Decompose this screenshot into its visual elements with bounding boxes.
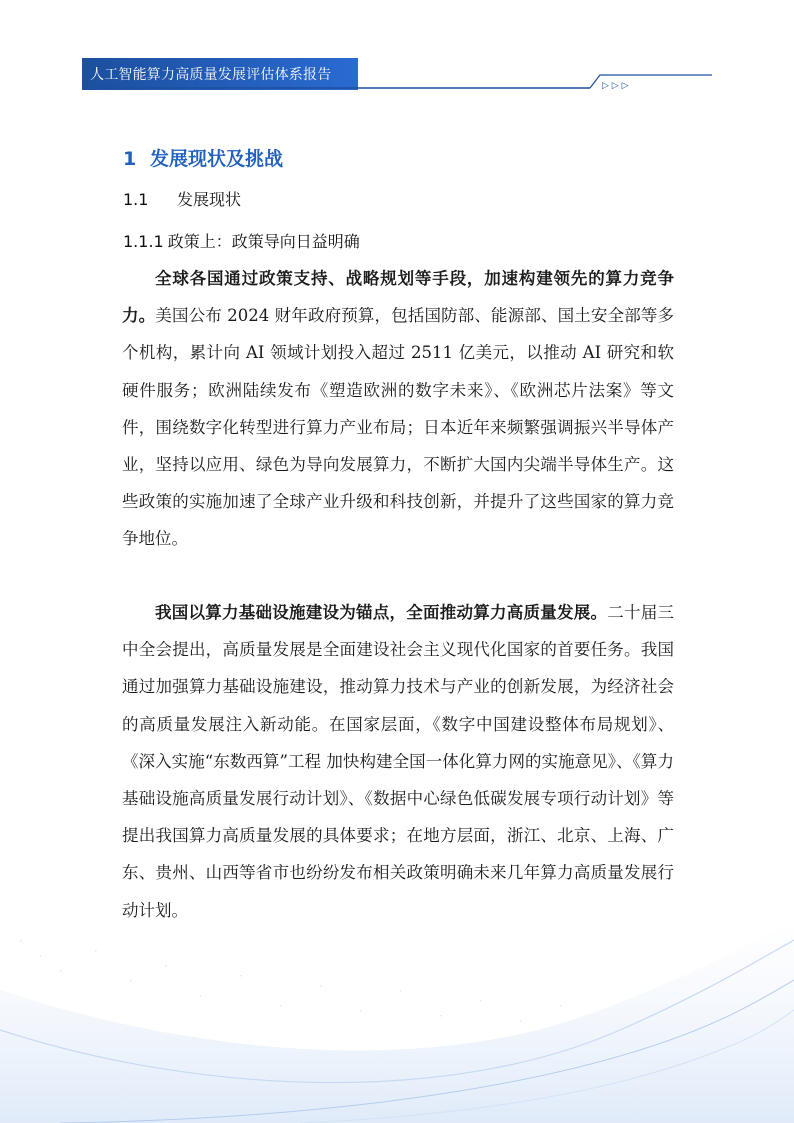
header-title: 人工智能算力高质量发展评估体系报告 bbox=[90, 67, 332, 83]
section-heading bbox=[123, 187, 241, 210]
section-number: 1.1 bbox=[123, 190, 149, 209]
paragraph-lead: 我国以算力基础设施建设为锚点，全面推动算力高质量发展。 bbox=[155, 603, 608, 622]
section-title: 发展现状 bbox=[177, 190, 242, 209]
chapter-heading bbox=[123, 144, 283, 171]
subsection-heading bbox=[123, 229, 360, 252]
background-wave-decoration bbox=[0, 880, 794, 1123]
wave-dot-pattern bbox=[20, 940, 562, 1022]
paragraph-lead: 全球各国通过政策支持、战略规划等手段，加速构建领先的算力竞争力。 bbox=[122, 269, 674, 326]
chapter-title: 发展现状及挑战 bbox=[150, 148, 284, 170]
chapter-number: 1 bbox=[123, 148, 137, 170]
paragraph-body: 美国公布 2024 财年政府预算，包括国防部、能源部、国土安全部等多个机构，累计向 AI 领域计划投入超过 2511 亿美元，以推动 AI 研究和软硬件服务；欧洲陆续发布《塑造欧洲的数字未来》、《欧洲芯片法案》等文件，围绕数字化转型进行算力产业布局；日本近年来频繁强调振兴半导体产业，坚持以应用、绿色为导向发展算力，不断扩大国内尖端半导体生产。这些政策的实施加速了全球产业升级和科技创新，并提升了这些国家的算力竞争地位。 bbox=[122, 306, 675, 549]
wave-fill bbox=[0, 920, 794, 1123]
header-arrow-icons: ▷ ▷ ▷ bbox=[602, 81, 629, 91]
paragraph-global-policy bbox=[122, 260, 674, 558]
header-decoration bbox=[0, 0, 794, 100]
paragraph-body: 二十届三中全会提出，高质量发展是全面建设社会主义现代化国家的首要任务。我国通过加强算力基础设施建设，推动算力技术与产业的创新发展，为经济社会的高质量发展注入新动能。在国家层面，《数字中国建设整体布局规划》、《深入实施“东数西算”工程 加快构建全国一体化算力网的实施意见》、《算力基础设施高质量发展行动计划》、《数据中心绿色低碳发展专项行动计划》等提出我国算力高质量发展的具体要求；在地方层面，浙江、北京、上海、广东、贵州、山西等省市也纷纷发布相关政策明确未来几年算力高质量发展行动计划。 bbox=[122, 603, 674, 920]
subsection-number: 1.1.1 bbox=[123, 232, 164, 251]
subsection-title: 政策上：政策导向日益明确 bbox=[167, 232, 360, 251]
paragraph-china-policy bbox=[122, 594, 674, 929]
